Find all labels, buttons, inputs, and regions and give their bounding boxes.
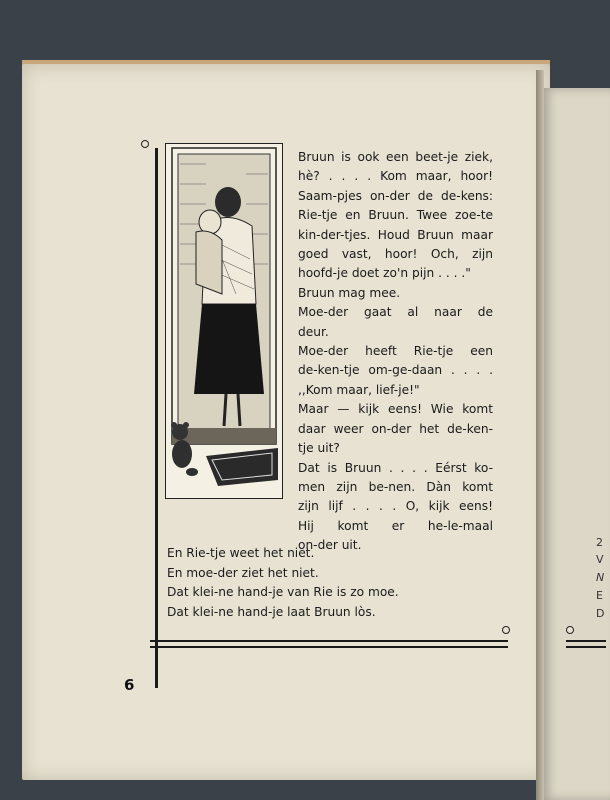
text-line: Bruun is ook een beet-je ziek,: [298, 150, 493, 164]
text-line: hè? . . . . Kom maar, hoor!: [298, 169, 493, 184]
text-line: Moe-der heeft Rie-tje een: [298, 344, 493, 359]
top-left-ornament-dot: [141, 140, 149, 148]
text-line: Rie-tje en Bruun. Twee zoe-te: [298, 208, 493, 223]
illustration-mother-carrying-child: [165, 143, 283, 499]
next-page-rule-1: [566, 640, 606, 642]
text-line: ,,Kom maar, lief-je!": [298, 382, 420, 397]
illustration-drawing: [166, 144, 282, 498]
book-spine: [536, 70, 544, 800]
bottom-rule-2: [150, 646, 508, 648]
text-line: tje uit?: [298, 441, 340, 456]
next-page-fragment: N: [596, 571, 605, 584]
adjacent-page: [540, 88, 610, 800]
text-line: deur.: [298, 324, 329, 339]
page-number: 6: [124, 676, 135, 694]
text-line: Dat is Bruun . . . . Eérst ko-: [298, 460, 493, 475]
next-page-fragment: D: [596, 607, 605, 620]
next-page-rule-2: [566, 646, 606, 648]
text-line: En Rie-tje weet het niet.: [167, 546, 315, 560]
text-line: daar weer on-der het de-ken-: [298, 421, 493, 436]
story-text-bottom: [167, 544, 487, 622]
text-line: men zijn be-nen. Dàn komt: [298, 479, 493, 494]
text-line: Saam-pjes on-der de de-kens:: [298, 188, 493, 203]
text-line: Dat klei-ne hand-je laat Bruun lòs.: [167, 604, 376, 619]
text-line: Dat klei-ne hand-je van Rie is zo moe.: [167, 585, 399, 600]
story-text-main: [298, 148, 493, 556]
text-line: goed vast, hoor! Och, zijn: [298, 247, 493, 262]
text-line: hoofd-je doet zo'n pijn . . . .": [298, 266, 471, 281]
text-line: Moe-der gaat al naar de: [298, 305, 493, 320]
text-line: En moe-der ziet het niet.: [167, 565, 319, 580]
next-page-fragment: E: [596, 589, 603, 602]
text-line: zijn lijf . . . . O, kijk eens!: [298, 499, 493, 514]
next-page-ornament-dot: [566, 626, 574, 634]
text-line: Bruun mag mee.: [298, 285, 401, 300]
text-line: Hij komt er he-le-maal: [298, 518, 493, 533]
next-page-fragment: 2: [596, 536, 603, 549]
text-line: on-der uit.: [298, 538, 362, 553]
bottom-rule-1: [150, 640, 508, 642]
bottom-right-ornament-dot: [502, 626, 510, 634]
next-page-fragment: V: [596, 553, 604, 566]
vertical-rule: [155, 148, 158, 688]
text-line: de-ken-tje om-ge-daan . . . .: [298, 363, 493, 378]
text-line: kin-der-tjes. Houd Bruun maar: [298, 227, 493, 242]
text-line: Maar — kijk eens! Wie komt: [298, 402, 493, 417]
